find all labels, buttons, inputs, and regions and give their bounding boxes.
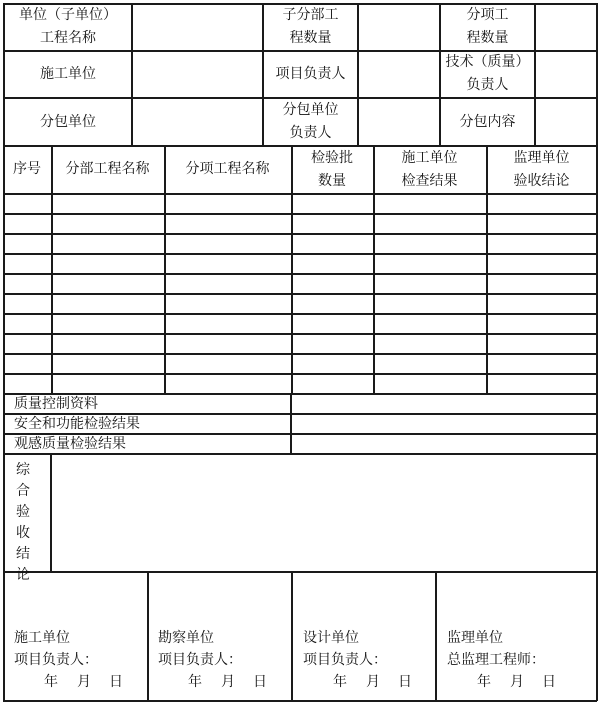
table-cell[interactable]	[166, 195, 290, 212]
table-cell[interactable]	[166, 375, 290, 392]
subcontract-leader-label	[264, 99, 357, 145]
conclusion-char-4: 收	[16, 525, 30, 541]
unit-name-line-1: 单位（子单位）	[19, 7, 117, 23]
table-cell[interactable]	[5, 295, 50, 312]
table-cell[interactable]	[53, 275, 163, 292]
signature-unit-label: 勘察单位	[158, 630, 214, 646]
table-cell[interactable]	[488, 335, 596, 352]
table-cell[interactable]	[293, 275, 372, 292]
date-year-label: 年	[477, 674, 491, 690]
construction-unit-label: 施工单位	[40, 65, 96, 82]
table-cell[interactable]	[375, 215, 485, 232]
table-cell[interactable]	[53, 255, 163, 272]
table-cell[interactable]	[53, 315, 163, 332]
signature-unit-label: 设计单位	[303, 630, 359, 646]
table-cell[interactable]	[375, 255, 485, 272]
safety-results-label: 安全和功能检验结果	[14, 415, 140, 432]
conclusion-char-6: 论	[16, 567, 30, 583]
subcontract-unit-label: 分包单位	[40, 113, 96, 130]
table-cell[interactable]	[166, 335, 290, 352]
table-cell[interactable]	[293, 375, 372, 392]
table-cell[interactable]	[488, 275, 596, 292]
project-leader-label: 项目负责人	[275, 65, 346, 82]
table-cell[interactable]	[488, 355, 596, 372]
signature-person-label: 项目负责人：	[303, 652, 387, 668]
table-cell[interactable]	[53, 215, 163, 232]
tech-leader-line-1: 技术（质量）	[445, 54, 530, 70]
date-day-label: 日	[253, 674, 267, 690]
conclusion-vline	[50, 453, 52, 572]
table-cell[interactable]	[375, 335, 485, 352]
date-month-label: 月	[221, 674, 235, 690]
signature-person-label: 项目负责人：	[14, 652, 98, 668]
item-count-line-2: 程数量	[466, 30, 509, 46]
column-header-text: 分部工程名称	[65, 161, 150, 177]
conclusion-label	[10, 460, 36, 586]
column-header-text: 分项工程名称	[185, 161, 270, 177]
appearance-results-label: 观感质量检验结果	[14, 435, 126, 452]
column-header-text: 验收结论	[513, 172, 570, 189]
item-count-label	[441, 4, 534, 50]
summary-vline	[290, 394, 292, 454]
sig-vline-3	[435, 571, 437, 701]
table-cell[interactable]	[293, 255, 372, 272]
table-cell[interactable]	[5, 275, 50, 292]
header-vline-5	[534, 3, 536, 146]
table-cell[interactable]	[488, 295, 596, 312]
sub-dept-count-label	[264, 4, 357, 50]
table-cell[interactable]	[5, 235, 50, 252]
header-vline-3	[357, 3, 359, 146]
table-cell[interactable]	[375, 355, 485, 372]
table-cell[interactable]	[5, 375, 50, 392]
table-cell[interactable]	[53, 335, 163, 352]
signature-unit-label: 监理单位	[447, 630, 503, 646]
table-cell[interactable]	[293, 235, 372, 252]
signature-date[interactable]	[447, 671, 579, 693]
table-cell[interactable]	[166, 215, 290, 232]
header-vline-1	[131, 3, 133, 146]
signature-block	[14, 627, 146, 693]
signature-person-label: 总监理工程师：	[447, 652, 545, 668]
frame-right-line	[596, 3, 598, 701]
sub-dept-count-line-1: 子分部工	[282, 7, 339, 23]
table-cell[interactable]	[293, 335, 372, 352]
conclusion-char-3: 验	[16, 504, 30, 520]
subcontract-leader-line-2: 负责人	[289, 125, 332, 141]
sig-vline-2	[291, 571, 293, 701]
column-header-text: 监理单位	[513, 149, 570, 166]
conclusion-char-5: 结	[16, 546, 30, 562]
column-header-text: 序号	[13, 161, 41, 177]
table-cell[interactable]	[375, 275, 485, 292]
table-cell[interactable]	[293, 215, 372, 232]
column-header-text: 检查结果	[401, 172, 458, 189]
date-year-label: 年	[333, 674, 347, 690]
table-cell[interactable]	[293, 195, 372, 212]
signature-block	[447, 627, 579, 693]
table-cell[interactable]	[375, 235, 485, 252]
unit-name-label	[5, 4, 131, 50]
signature-date[interactable]	[158, 671, 290, 693]
column-header-text: 检验批	[311, 149, 353, 166]
sub-dept-count-line-2: 程数量	[289, 30, 332, 46]
table-cell[interactable]	[53, 375, 163, 392]
table-cell[interactable]	[166, 355, 290, 372]
frame-bottom-line	[3, 700, 597, 702]
date-month-label: 月	[77, 674, 91, 690]
table-cell[interactable]	[488, 235, 596, 252]
table-cell[interactable]	[488, 215, 596, 232]
subcontract-content-label: 分包内容	[459, 113, 516, 130]
date-year-label: 年	[188, 674, 202, 690]
signature-person-label: 项目负责人：	[158, 652, 242, 668]
table-cell[interactable]	[166, 315, 290, 332]
conclusion-char-2: 合	[16, 483, 30, 499]
table-cell[interactable]	[375, 375, 485, 392]
table-cell[interactable]	[166, 295, 290, 312]
date-day-label: 日	[398, 674, 412, 690]
table-cell[interactable]	[5, 195, 50, 212]
table-cell[interactable]	[293, 295, 372, 312]
table-cell[interactable]	[293, 315, 372, 332]
column-header	[4, 146, 50, 193]
table-cell[interactable]	[5, 215, 50, 232]
table-cell[interactable]	[5, 355, 50, 372]
table-row-line	[3, 393, 597, 395]
table-cell[interactable]	[375, 315, 485, 332]
table-cell[interactable]	[488, 375, 596, 392]
unit-name-line-2: 工程名称	[40, 30, 96, 46]
column-header	[165, 146, 290, 193]
subcontract-leader-line-1: 分包单位	[282, 102, 339, 118]
table-cell[interactable]	[166, 255, 290, 272]
table-cell[interactable]	[53, 295, 163, 312]
date-year-label: 年	[44, 674, 58, 690]
table-cell[interactable]	[166, 275, 290, 292]
column-header	[292, 146, 372, 193]
sig-vline-1	[147, 571, 149, 701]
signature-block	[158, 627, 290, 693]
table-cell[interactable]	[488, 315, 596, 332]
signature-unit-label: 施工单位	[14, 630, 70, 646]
table-cell[interactable]	[166, 235, 290, 252]
table-cell[interactable]	[488, 255, 596, 272]
column-header-text: 数量	[318, 172, 346, 189]
date-month-label: 月	[366, 674, 380, 690]
table-cell[interactable]	[375, 295, 485, 312]
table-cell[interactable]	[293, 355, 372, 372]
date-day-label: 日	[109, 674, 123, 690]
quality-docs-label: 质量控制资料	[14, 395, 98, 412]
table-cell[interactable]	[488, 195, 596, 212]
table-cell[interactable]	[53, 235, 163, 252]
item-count-line-1: 分项工	[466, 7, 509, 23]
signature-date[interactable]	[303, 671, 435, 693]
table-cell[interactable]	[375, 195, 485, 212]
date-month-label: 月	[510, 674, 524, 690]
conclusion-char-1: 综	[16, 462, 30, 478]
column-header-text: 施工单位	[401, 149, 458, 166]
tech-leader-line-2: 负责人	[466, 77, 509, 93]
table-cell[interactable]	[5, 315, 50, 332]
table-cell[interactable]	[5, 255, 50, 272]
column-header	[374, 146, 485, 193]
table-cell[interactable]	[53, 355, 163, 372]
table-cell[interactable]	[53, 195, 163, 212]
signature-block	[303, 627, 435, 693]
signature-date[interactable]	[14, 671, 146, 693]
column-header	[52, 146, 163, 193]
table-cell[interactable]	[5, 335, 50, 352]
column-header	[487, 146, 596, 193]
tech-leader-label	[441, 51, 534, 97]
date-day-label: 日	[542, 674, 556, 690]
conclusion-bottom-line	[3, 571, 597, 573]
